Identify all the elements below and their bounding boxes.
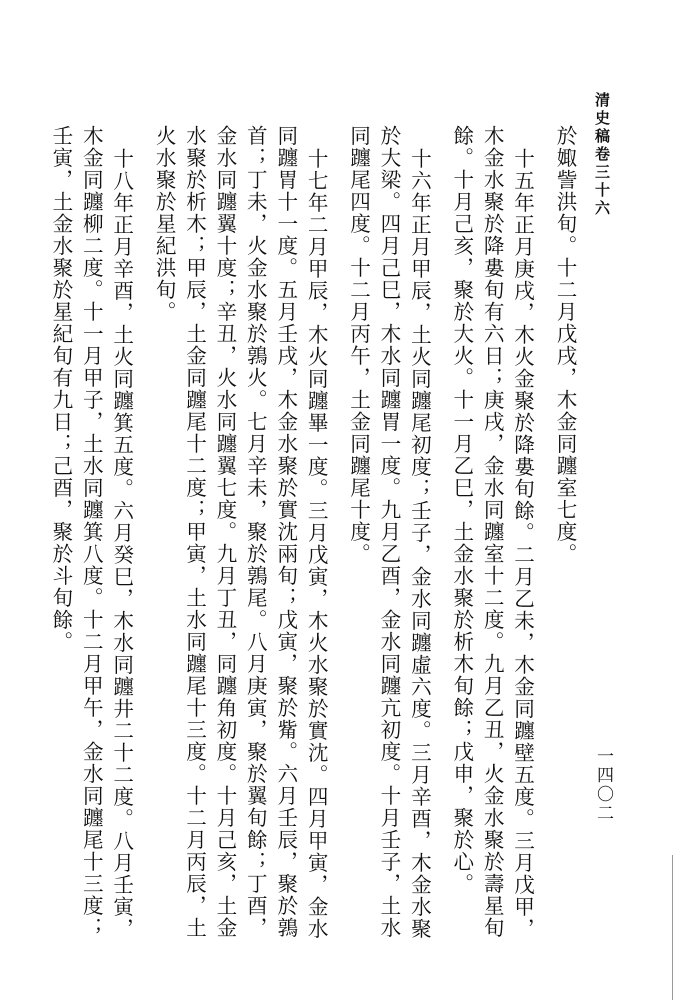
page-edge-line: [672, 855, 673, 1000]
body-text: [46, 125, 581, 955]
paragraph-continuation: 於娵訾洪旬。十二月戊戌，木金同躔室七度。: [553, 125, 577, 565]
paragraph-year-15: 十五年正月庚戌，木火金聚於降婁旬餘。二月乙未，木金同躔壁五度。三月戊甲，木金水聚於降婁旬有六日；庚戌，金水同躔室十二度。九月乙丑，火金水聚於壽星旬餘。十月己亥，聚於大火。十一月乙巳，土金水聚於析木旬餘；戊申，聚於心。: [449, 125, 535, 940]
page-number: 一四〇二: [593, 747, 613, 823]
paragraph-year-17: 十七年二月甲辰，木火同躔畢一度。三月戊寅，木火水聚於實沈。四月甲寅，金水同躔胃十一度。五月壬戌，木金水聚於實沈兩旬；戊寅，聚於觜。六月壬辰，聚於鶉首；丁未，火金水聚於鶉火。七月辛未，聚於鶉尾。八月庚寅，聚於翼旬餘；丁酉，金水同躔翼十度；辛丑，火水同躔翼七度。九月丁丑，同躔角初度。十月己亥，土金水聚於析木；甲辰，土金同躔尾十二度；甲寅，土水同躔尾十三度。十二月丙辰，土火水聚於星紀洪旬。: [152, 125, 329, 940]
paragraph-year-18: 十八年正月辛酉，土火同躔箕五度。六月癸巳，木水同躔井二十二度。八月壬寅，木金同躔柳二度。十一月甲子，土水同躔箕八度。十二月甲午，金水同躔尾十三度；壬寅，土金水聚於星紀旬有九日；己酉，聚於斗旬餘。: [48, 125, 134, 940]
paragraph-year-16: 十六年正月甲辰，土火同躔尾初度；壬子，金水同躔虛六度。三月辛酉，木金水聚於大梁。四月己巳，木水同躔胃一度。九月乙酉，金水同躔亢初度。十月壬子，土水同躔尾四度。十二月丙午，土金同躔尾十度。: [346, 125, 432, 940]
running-title: 清史稿卷三十六: [593, 92, 611, 218]
